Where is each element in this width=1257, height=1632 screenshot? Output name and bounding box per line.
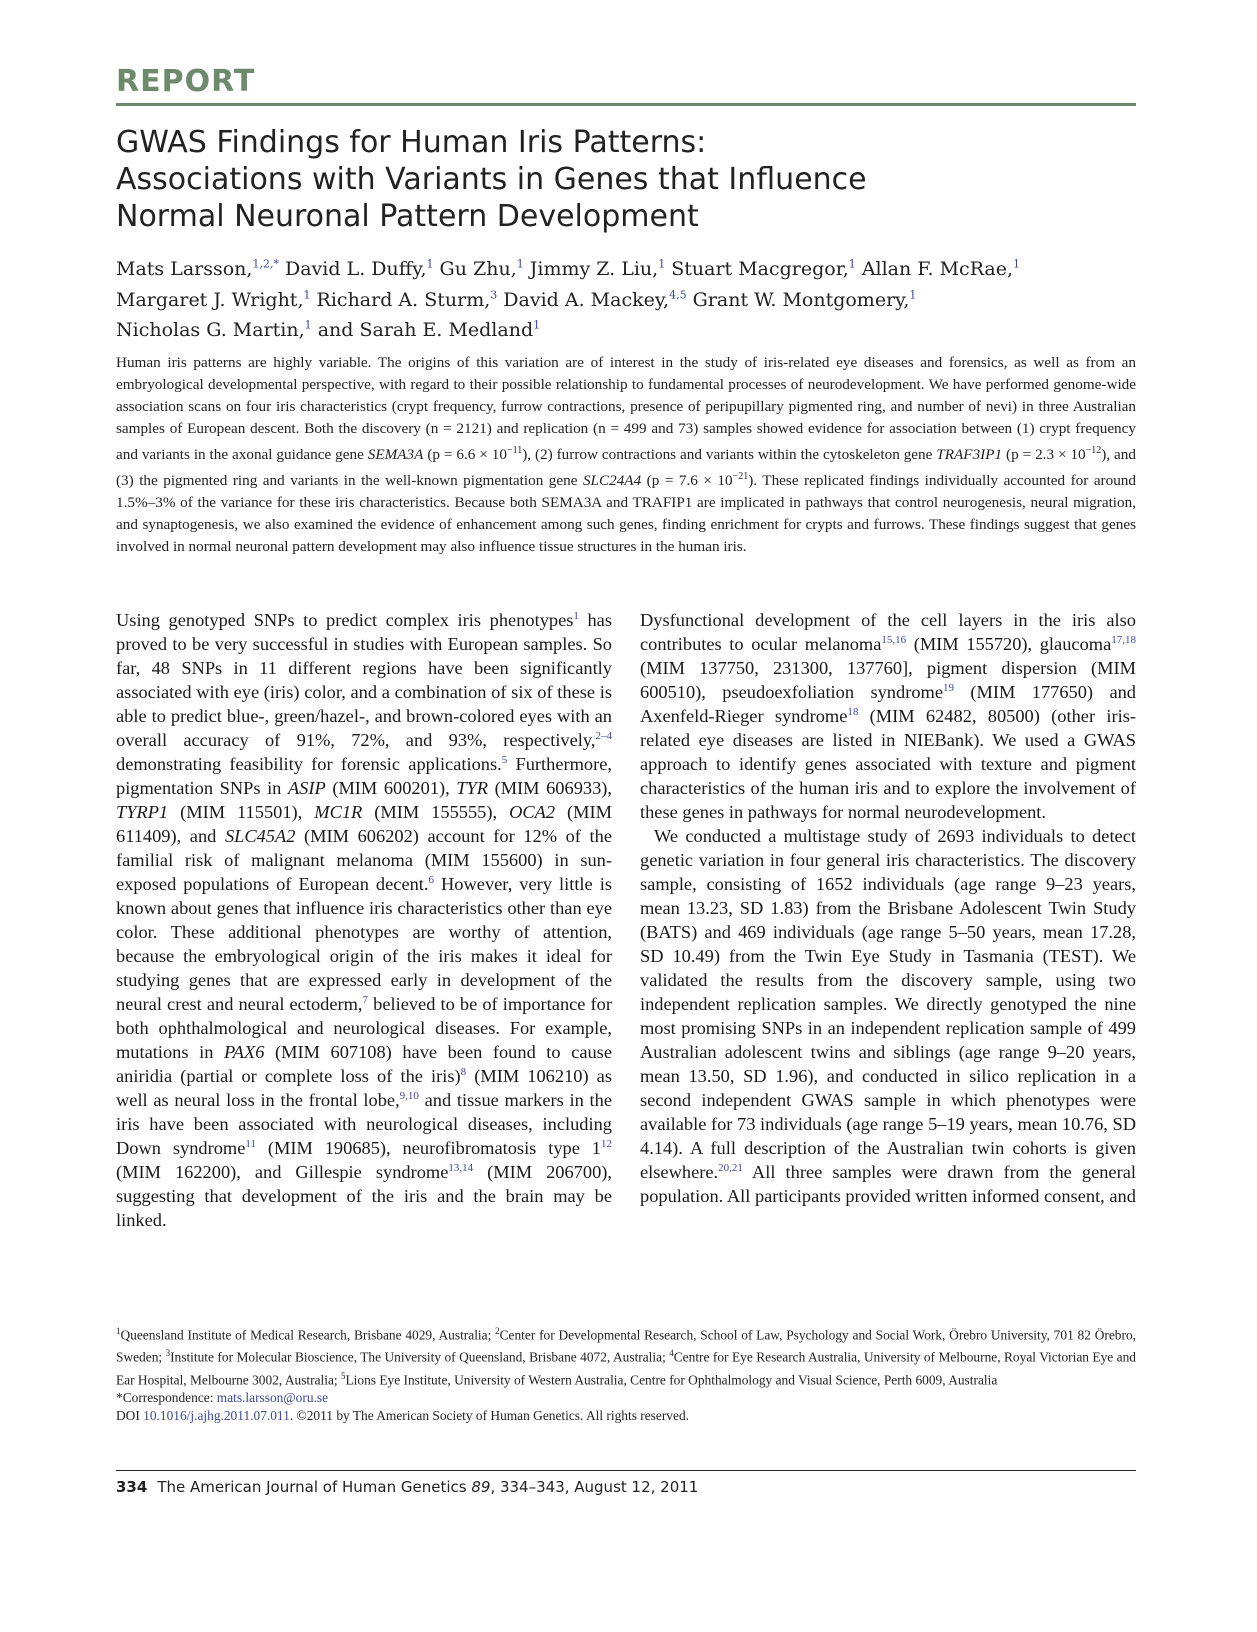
text-run: (p = 7.6 × 10 [641, 472, 733, 490]
text-run: (MIM 155555), [362, 802, 510, 822]
italic-term: SLC45A2 [224, 826, 296, 846]
italic-term: TYR [456, 778, 489, 798]
text-run: (MIM 62482, 80500) (other iris-related eye diseases are listed in NIEBank). We used a GWAS approach to identify genes associated with texture and pigment characteristics of the human iris and to explore the involvement of these genes in pathways for normal neurodevelopment. [640, 706, 1136, 822]
text-run: (MIM 607108) have been found to cause aniridia (partial or complete loss of the iris) [116, 1042, 612, 1086]
text-run: Using genotyped SNPs to predict complex iris phenotypes [116, 610, 574, 630]
page-footer [116, 1478, 698, 1496]
text-run: (MIM 155720), glaucoma [906, 634, 1112, 654]
citation-superscript: 7 [362, 993, 369, 1006]
citation-superscript: 15,16 [881, 633, 907, 646]
text-run: Institute for Molecular Bioscience, The University of Queensland, Brisbane 4072, Australia; [170, 1349, 670, 1365]
text-run: (MIM 162200), and Gillespie syndrome [116, 1162, 449, 1182]
citation-superscript: 11 [245, 1137, 256, 1150]
body-column-right [640, 608, 1136, 1208]
author: Jimmy Z. Liu,$^1$ [529, 258, 666, 281]
text-run: Center for Developmental Research, School of Law, Psychology and Social Work, Örebro University, 701 82 Örebro, Sweden; [116, 1327, 1136, 1365]
text-run: Human iris patterns are highly variable. The origins of this variation are of interest in the study of iris-related eye diseases and forensics, as well as from an embryological developmental perspective, with regard to their possible relationship to fundamental processes of neurodevelopment. We have performed genome-wide association scans on four iris characteristics (crypt frequency, furrow contractions, presence of peripupillary pigmented ring, and number of nevi) in three Australian samples of European descent. Both the discovery (n = 2121) and replication (n = 499 and 73) samples showed evidence for association between (1) crypt frequency and variants in the axonal guidance gene [116, 354, 1136, 464]
text-run: (MIM 611409), and [116, 802, 612, 846]
text-run: All three samples were drawn from the general population. All participants provided written informed consent, and [640, 1162, 1136, 1206]
correspondence: *Correspondence: mats.larsson@oru.se [116, 1390, 329, 1406]
citation-superscript: 6 [428, 873, 435, 886]
text-run: (MIM 206700), suggesting that development of the iris and the brain may be linked. [116, 1162, 612, 1230]
author: Margaret J. Wright,$^1$ [116, 288, 311, 311]
italic-term: OCA2 [509, 802, 556, 822]
page-number: 334 [116, 1478, 148, 1496]
citation-superscript: 18 [847, 705, 859, 718]
doi-line: DOI 10.1016/j.ajhg.2011.07.011. ©2011 by The American Society of Human Genetics. All rights reserved. [116, 1408, 689, 1424]
body-paragraph [640, 608, 1136, 824]
text-run: Centre for Eye Research Australia, University of Melbourne, Royal Victorian Eye and Ear Hospital, Melbourne 3002, Australia; [116, 1349, 1137, 1388]
text-run: and tissue markers in the iris have been associated with neurological diseases, including Down syndrome [116, 1090, 612, 1158]
author: and Sarah E. Medland$^1$ [317, 318, 541, 341]
text-run: (p = 2.3 × 10 [1002, 446, 1086, 464]
citation-superscript: −11 [506, 445, 523, 456]
author: Gu Zhu,$^1$ [439, 258, 524, 281]
title-line: GWAS Findings for Human Iris Patterns: [116, 125, 707, 160]
italic-term: SEMA3A [367, 446, 424, 464]
title-line: Associations with Variants in Genes that Influence [116, 162, 867, 197]
author: Stuart Macgregor,$^1$ [671, 258, 856, 281]
text-run: (MIM 606933), [488, 778, 612, 798]
text-run: believed to be of importance for both ophthalmological and neurological diseases. For example, mutations in [116, 994, 612, 1062]
text-run: However, very little is known about genes that influence iris characteristics other than eye color. These additional phenotypes are worthy of attention, because the embryological origin of the iris makes it ideal for studying genes that are expressed early in development of the neural crest and neural ectoderm, [116, 874, 612, 1014]
citation-superscript: 1 [116, 1326, 121, 1336]
text-run: Furthermore, pigmentation SNPs in [116, 754, 613, 798]
italic-term: ASIP [287, 778, 326, 798]
body-paragraph [116, 608, 612, 1232]
italic-term: SLC24A4 [582, 472, 642, 490]
citation-superscript: 17,18 [1111, 633, 1136, 646]
citation-range: , 334–343, August 12, 2011 [490, 1478, 699, 1496]
text-run: (MIM 106210) as well as neural loss in the frontal lobe, [116, 1066, 612, 1110]
journal-volume: 89 [471, 1478, 491, 1496]
citation-superscript: −12 [1085, 445, 1102, 456]
citation-superscript: 5 [341, 1370, 346, 1381]
author: Allan F. McRae,$^1$ [861, 258, 1021, 281]
text-run: ), and (3) the pigmented ring and variants in the well-known pigmentation gene [116, 446, 1136, 490]
header-rule [116, 103, 1136, 106]
citation-superscript: 19 [943, 681, 954, 694]
author: David A. Mackey,$^{4,5}$ [503, 288, 687, 311]
author: David L. Duffy,$^1$ [285, 258, 434, 281]
text-run: We conducted a multistage study of 2693 individuals to detect genetic variation in four general iris characteristics. The discovery sample, consisting of 1652 individuals (age range 9–23 years, mean 13.23, SD 1.83) from the Brisbane Adolescent Twin Study (BATS) and 469 individuals (age range 5–50 years, mean 17.28, SD 10.49) from the Twin Eye Study in Tasmania (TEST). We validated the results from the discovery sample, using two independent replication samples. We directly genotyped the nine most promising SNPs in an independent replication sample of 499 Australian adolescent twins and siblings (age range 9–20 years, mean 13.50, SD 1.96), and conducted in silico replication in a second independent GWAS sample in which phenotypes were available for 73 individuals (age range 5–19 years, mean 10.76, SD 4.14). A full description of the Australian twin cohorts is given elsewhere. [640, 826, 1136, 1182]
author: Richard A. Sturm,$^3$ [316, 288, 498, 311]
citation-superscript: −21 [732, 471, 749, 483]
text-run: (MIM 600201), [325, 778, 457, 798]
author: Nicholas G. Martin,$^1$ [116, 318, 312, 341]
author-list [116, 252, 1136, 343]
correspondence-email-link[interactable]: mats.larsson@oru.se [216, 1390, 329, 1406]
citation-superscript: 9,10 [399, 1089, 419, 1102]
title-line: Normal Neuronal Pattern Development [116, 199, 699, 234]
italic-term: TRAF3IP1 [936, 446, 1003, 464]
citation-superscript: 2 [495, 1326, 500, 1336]
text-run: (MIM 115501), [168, 802, 315, 822]
text-run: (MIM 177650) and Axenfeld-Rieger syndrome [640, 682, 1136, 726]
italic-term: MC1R [314, 802, 363, 822]
affiliations [116, 1322, 1136, 1389]
body-column-left [116, 608, 612, 1232]
body-paragraph [640, 824, 1136, 1208]
text-run: (MIM 606202) account for 12% of the familial risk of malignant melanoma (MIM 155600) in sun-exposed populations of European decent. [116, 826, 612, 894]
text-run: Dysfunctional development of the cell layers in the iris also contributes to ocular melanoma [640, 610, 1136, 654]
italic-term: PAX6 [223, 1042, 265, 1062]
text-run: (p = 6.6 × 10 [423, 446, 507, 464]
citation-superscript: 1 [573, 609, 579, 622]
citation-superscript: 8 [460, 1065, 467, 1078]
footnotes [116, 1322, 1136, 1425]
text-run: ). These replicated findings individually accounted for around 1.5%–3% of the variance for these iris characteristics. Because both SEMA3A and TRAFIP1 are implicated in pathways that control neurogenesis, neural migration, and synaptogenesis, we also examined the evidence of enhancement among such genes, finding enrichment for crypts and furrows. These findings suggest that genes involved in normal neuronal pattern development may also influence tissue structures in the human iris. [116, 472, 1136, 556]
citation-superscript: 20,21 [718, 1161, 743, 1174]
abstract [116, 352, 1136, 558]
citation-superscript: 3 [165, 1348, 171, 1359]
citation-superscript: 5 [501, 753, 508, 766]
footer-rule [116, 1470, 1136, 1471]
section-kicker: REPORT [116, 64, 256, 99]
article-title [116, 124, 1136, 235]
text-run: demonstrating feasibility for forensic applications. [116, 754, 502, 774]
journal-name: The American Journal of Human Genetics [157, 1478, 472, 1496]
citation-superscript: 2–4 [595, 729, 612, 742]
author: Grant W. Montgomery,$^1$ [692, 288, 917, 311]
italic-term: TYRP1 [116, 802, 169, 822]
text-run: (MIM 137750, 231300, 137760], pigment dispersion (MIM 600510), pseudoexfoliation syndrome [640, 658, 1136, 702]
text-run: (MIM 190685), neurofibromatosis type 1 [255, 1138, 601, 1158]
author: Mats Larsson,$^{1,2,*}$ [116, 258, 279, 281]
citation-superscript: 13,14 [448, 1161, 474, 1174]
text-run: Queensland Institute of Medical Research, Brisbane 4029, Australia; [120, 1327, 496, 1343]
citation-superscript: 4 [669, 1348, 674, 1359]
citation-superscript: 12 [601, 1137, 612, 1150]
text-run: Lions Eye Institute, University of Western Australia, Centre for Ophthalmology and Visual Science, Perth 6009, Australia [345, 1372, 998, 1388]
doi-link[interactable]: 10.1016/j.ajhg.2011.07.011 [143, 1408, 290, 1424]
text-run: ), (2) furrow contractions and variants within the cytoskeleton gene [522, 446, 937, 464]
text-run: has proved to be very successful in studies with European samples. So far, 48 SNPs in 11 different regions have been significantly associated with eye (iris) color, and a combination of six of these is able to predict blue-, green/hazel-, and brown-colored eyes with an overall accuracy of 91%, 72%, and 93%, respectively, [116, 610, 612, 750]
